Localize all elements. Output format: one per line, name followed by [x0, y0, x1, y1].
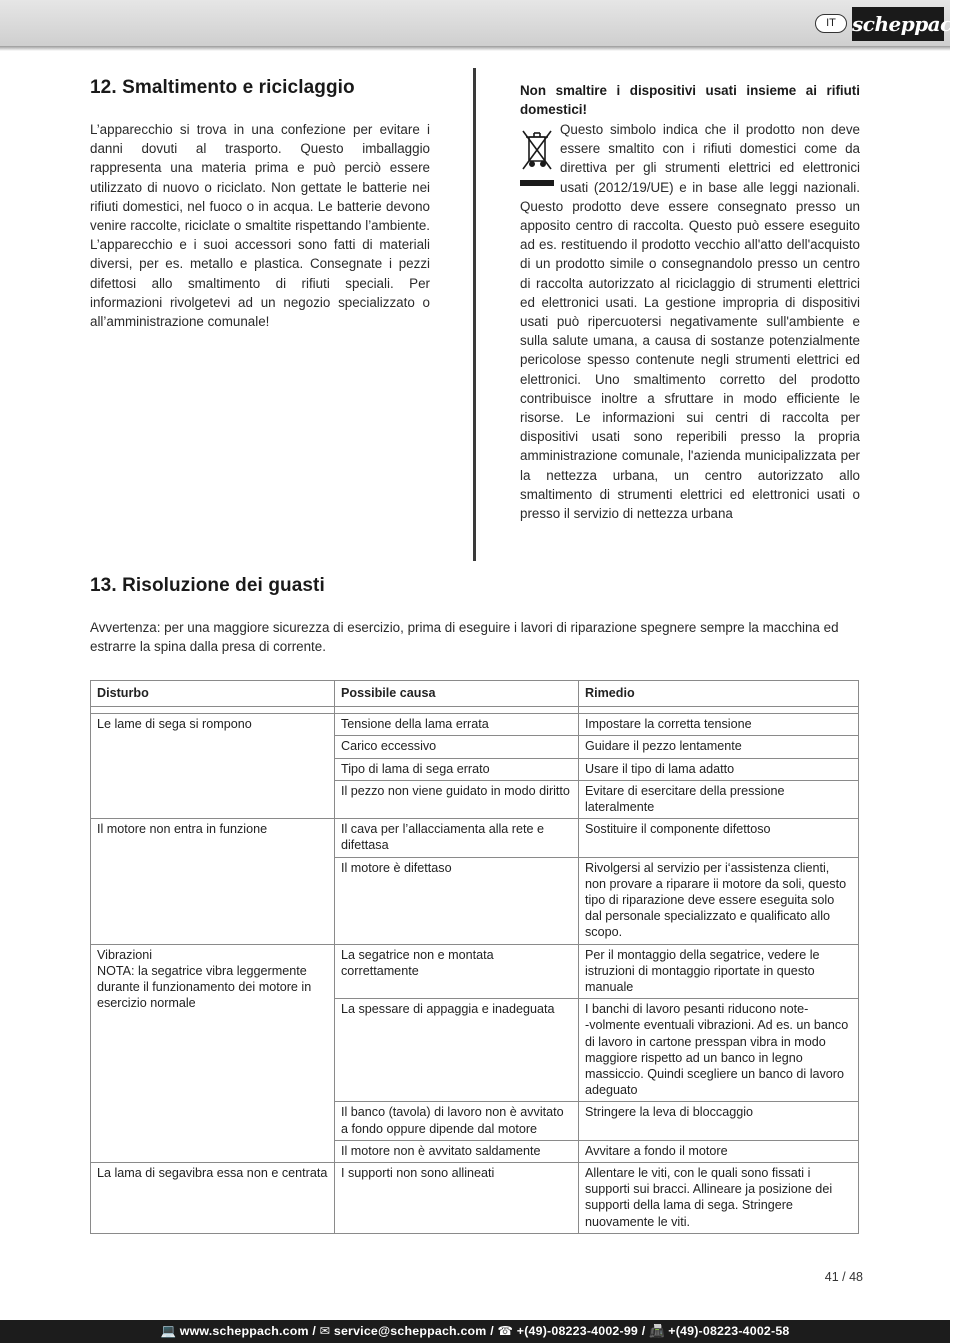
table-spacer: [91, 707, 859, 714]
language-badge: IT: [815, 14, 847, 33]
cause-cell: I supporti non sono allineati: [335, 1163, 579, 1234]
phone-icon: ☎: [497, 1324, 517, 1338]
section-12-body: L’apparecchio si trova in una confezione per evitare i danni dovuti al trasporto. Questo imballaggio rappresenta una materia prima e può perciò essere utilizzato di nuovo o riciclato. Non gettate le batterie nei rifiuti domestici, nel fuoco o in acqua. Le batterie devono venire raccolte, riciclate o smaltite rispettando l’ambiente. L’apparecchio e i suoi accessori sono fatti di materiali diversi, per es. metallo e plastica. Consegnate i pezzi difettosi allo smaltimento di rifiuti speciali. Per informazioni rivolgetevi ad un negozio specializzato o all’amministrazione comunale!: [90, 122, 430, 330]
fault-cell: Vibrazioni NOTA: la segatrice vibra leggermente durante il funzionamento dei motore in esercizio normale: [91, 944, 335, 1162]
fault-cell: Il motore non entra in funzione: [91, 819, 335, 944]
computer-icon: 💻: [160, 1324, 180, 1338]
section-12-title: 12. Smaltimento e riciclaggio: [90, 77, 355, 98]
remedy-cell: Allentare le viti, con le quali sono fissati i supporti sui bracci. Allineare ja posizione dei supporti della lama di sega. Stringere nuovamente le viti.: [579, 1163, 859, 1234]
brand-logo: scheppach: [852, 7, 944, 41]
troubleshooting-table: [90, 680, 859, 1234]
cause-cell: La segatrice non e montata correttamente: [335, 944, 579, 999]
cause-cell: Il motore non è avvitato saldamente: [335, 1140, 579, 1162]
footer-phone: +(49)-08223-4002-99: [516, 1324, 639, 1338]
footer-email: service@scheppach.com: [333, 1324, 487, 1338]
weee-warning-body: [520, 120, 860, 523]
remedy-cell: Guidare il pezzo lentamente: [579, 736, 859, 758]
page-number: 41 / 48: [824, 1270, 863, 1284]
header-bar: [0, 0, 950, 46]
cause-cell: La spessare di appaggia e inadeguata: [335, 999, 579, 1102]
cause-cell: Il cava per l’allacciamenta alla rete e difettasa: [335, 819, 579, 857]
fault-cell: Le lame di sega si rompono: [91, 714, 335, 819]
header-shadow: [0, 46, 950, 51]
table-row: [91, 1163, 859, 1234]
fax-icon: 📠: [648, 1324, 669, 1338]
footer-separator: /: [641, 1324, 649, 1338]
email-icon: ✉: [319, 1324, 334, 1338]
remedy-cell: Usare il tipo di lama adatto: [579, 758, 859, 780]
table-row: [91, 819, 859, 857]
section-13-intro: Avvertenza: per una maggiore sicurezza di esercizio, prima di eseguire i lavori di riparazione spegnere sempre la macchina ed estrarre la spina dalla presa di corrente.: [90, 620, 839, 655]
cause-cell: Tipo di lama di sega errato: [335, 758, 579, 780]
footer-separator: /: [490, 1324, 498, 1338]
cause-cell: Carico eccessivo: [335, 736, 579, 758]
section-13-title: 13. Risoluzione dei guasti: [90, 575, 325, 596]
remedy-cell: Stringere la leva di bloccaggio: [579, 1102, 859, 1140]
footer-separator: /: [312, 1324, 320, 1338]
remedy-cell: Avvitare a fondo il motore: [579, 1140, 859, 1162]
cause-cell: Tensione della lama errata: [335, 714, 579, 736]
cause-cell: Il pezzo non viene guidato in modo diritto: [335, 780, 579, 818]
footer-fax: +(49)-08223-4002-58: [668, 1324, 790, 1338]
remedy-cell: Impostare la corretta tensione: [579, 714, 859, 736]
fault-cell: La lama di segavibra essa non e centrata: [91, 1163, 335, 1234]
remedy-cell: Rivolgersi al servizio per i‘assistenza clienti, non provare a riparare ii motore da soli, questo tipo di riparazione deve essere eseguita solo dal personale specializzato e qualificato allo scopo.: [579, 857, 859, 944]
table-row: [91, 944, 859, 999]
icon-float-spacer: [520, 120, 560, 196]
remedy-cell: Sostituire il componente difettoso: [579, 819, 859, 857]
footer-bar: [0, 1320, 950, 1343]
cause-cell: Il banco (tavola) di lavoro non è avvitato a fondo oppure dipende dal motore: [335, 1102, 579, 1140]
weee-warning-text: Questo simbolo indica che il prodotto non deve essere smaltito con i rifiuti domestici come da direttiva per gli strumenti elettrici ed elettronici usati (2012/19/UE) e in base alle leggi nazionali. Questo prodotto deve essere consegnato presso un apposito centro di raccolta. Questo può essere eseguito ad es. restituendo il prodotto vecchio all'atto dell'acquisto di un prodotto simile o consegnandolo presso un centro di raccolta autorizzato al riciclaggio di strumenti elettrici ed elettronici usati. La gestione impropria di dispositivi usati può ripercuotersi negativamente sull'ambiente e sulla salute umana, a causa di sostanze potenzialmente pericolose spesso contenute negli strumenti elettrici ed elettronici. Uno smaltimento corretto del prodotto contribuisce inoltre a sfruttare in modo efficiente le risorse. Le informazioni sui centri di raccolta per dispositivi usati sono reperibili presso la propria amministrazione comunale, l'azienda municipalizzata per la nettezza urbana, un centro autorizzato allo smaltimento di strumenti elettrici ed elettronici usati o presso il servizio di nettezza urbana: [520, 122, 860, 522]
weee-warning-title: Non smaltire i dispositivi usati insieme ai rifiuti domestici!: [520, 83, 860, 117]
remedy-cell: Evitare di esercitare della pressione lateralmente: [579, 780, 859, 818]
header-cause: Possibile causa: [335, 681, 579, 707]
footer-website: www.scheppach.com: [179, 1324, 309, 1338]
header-fault: Disturbo: [91, 681, 335, 707]
cause-cell: Il motore è difettaso: [335, 857, 579, 944]
column-divider: [473, 68, 476, 561]
header-remedy: Rimedio: [579, 681, 859, 707]
remedy-cell: I banchi di lavoro pesanti riducono note- -volmente eventuali vibrazioni. Ad es. un banco di lavoro in cartone presspan vibra in modo maggiore rispetto ad un banco in legno massiccio. Quindi scegliere un banco di lavoro adeguato: [579, 999, 859, 1102]
table-header-row: [91, 681, 859, 707]
remedy-cell: Per il montaggio della segatrice, vedere le istruzioni di montaggio riportate in questo manuale: [579, 944, 859, 999]
table-row: [91, 714, 859, 736]
